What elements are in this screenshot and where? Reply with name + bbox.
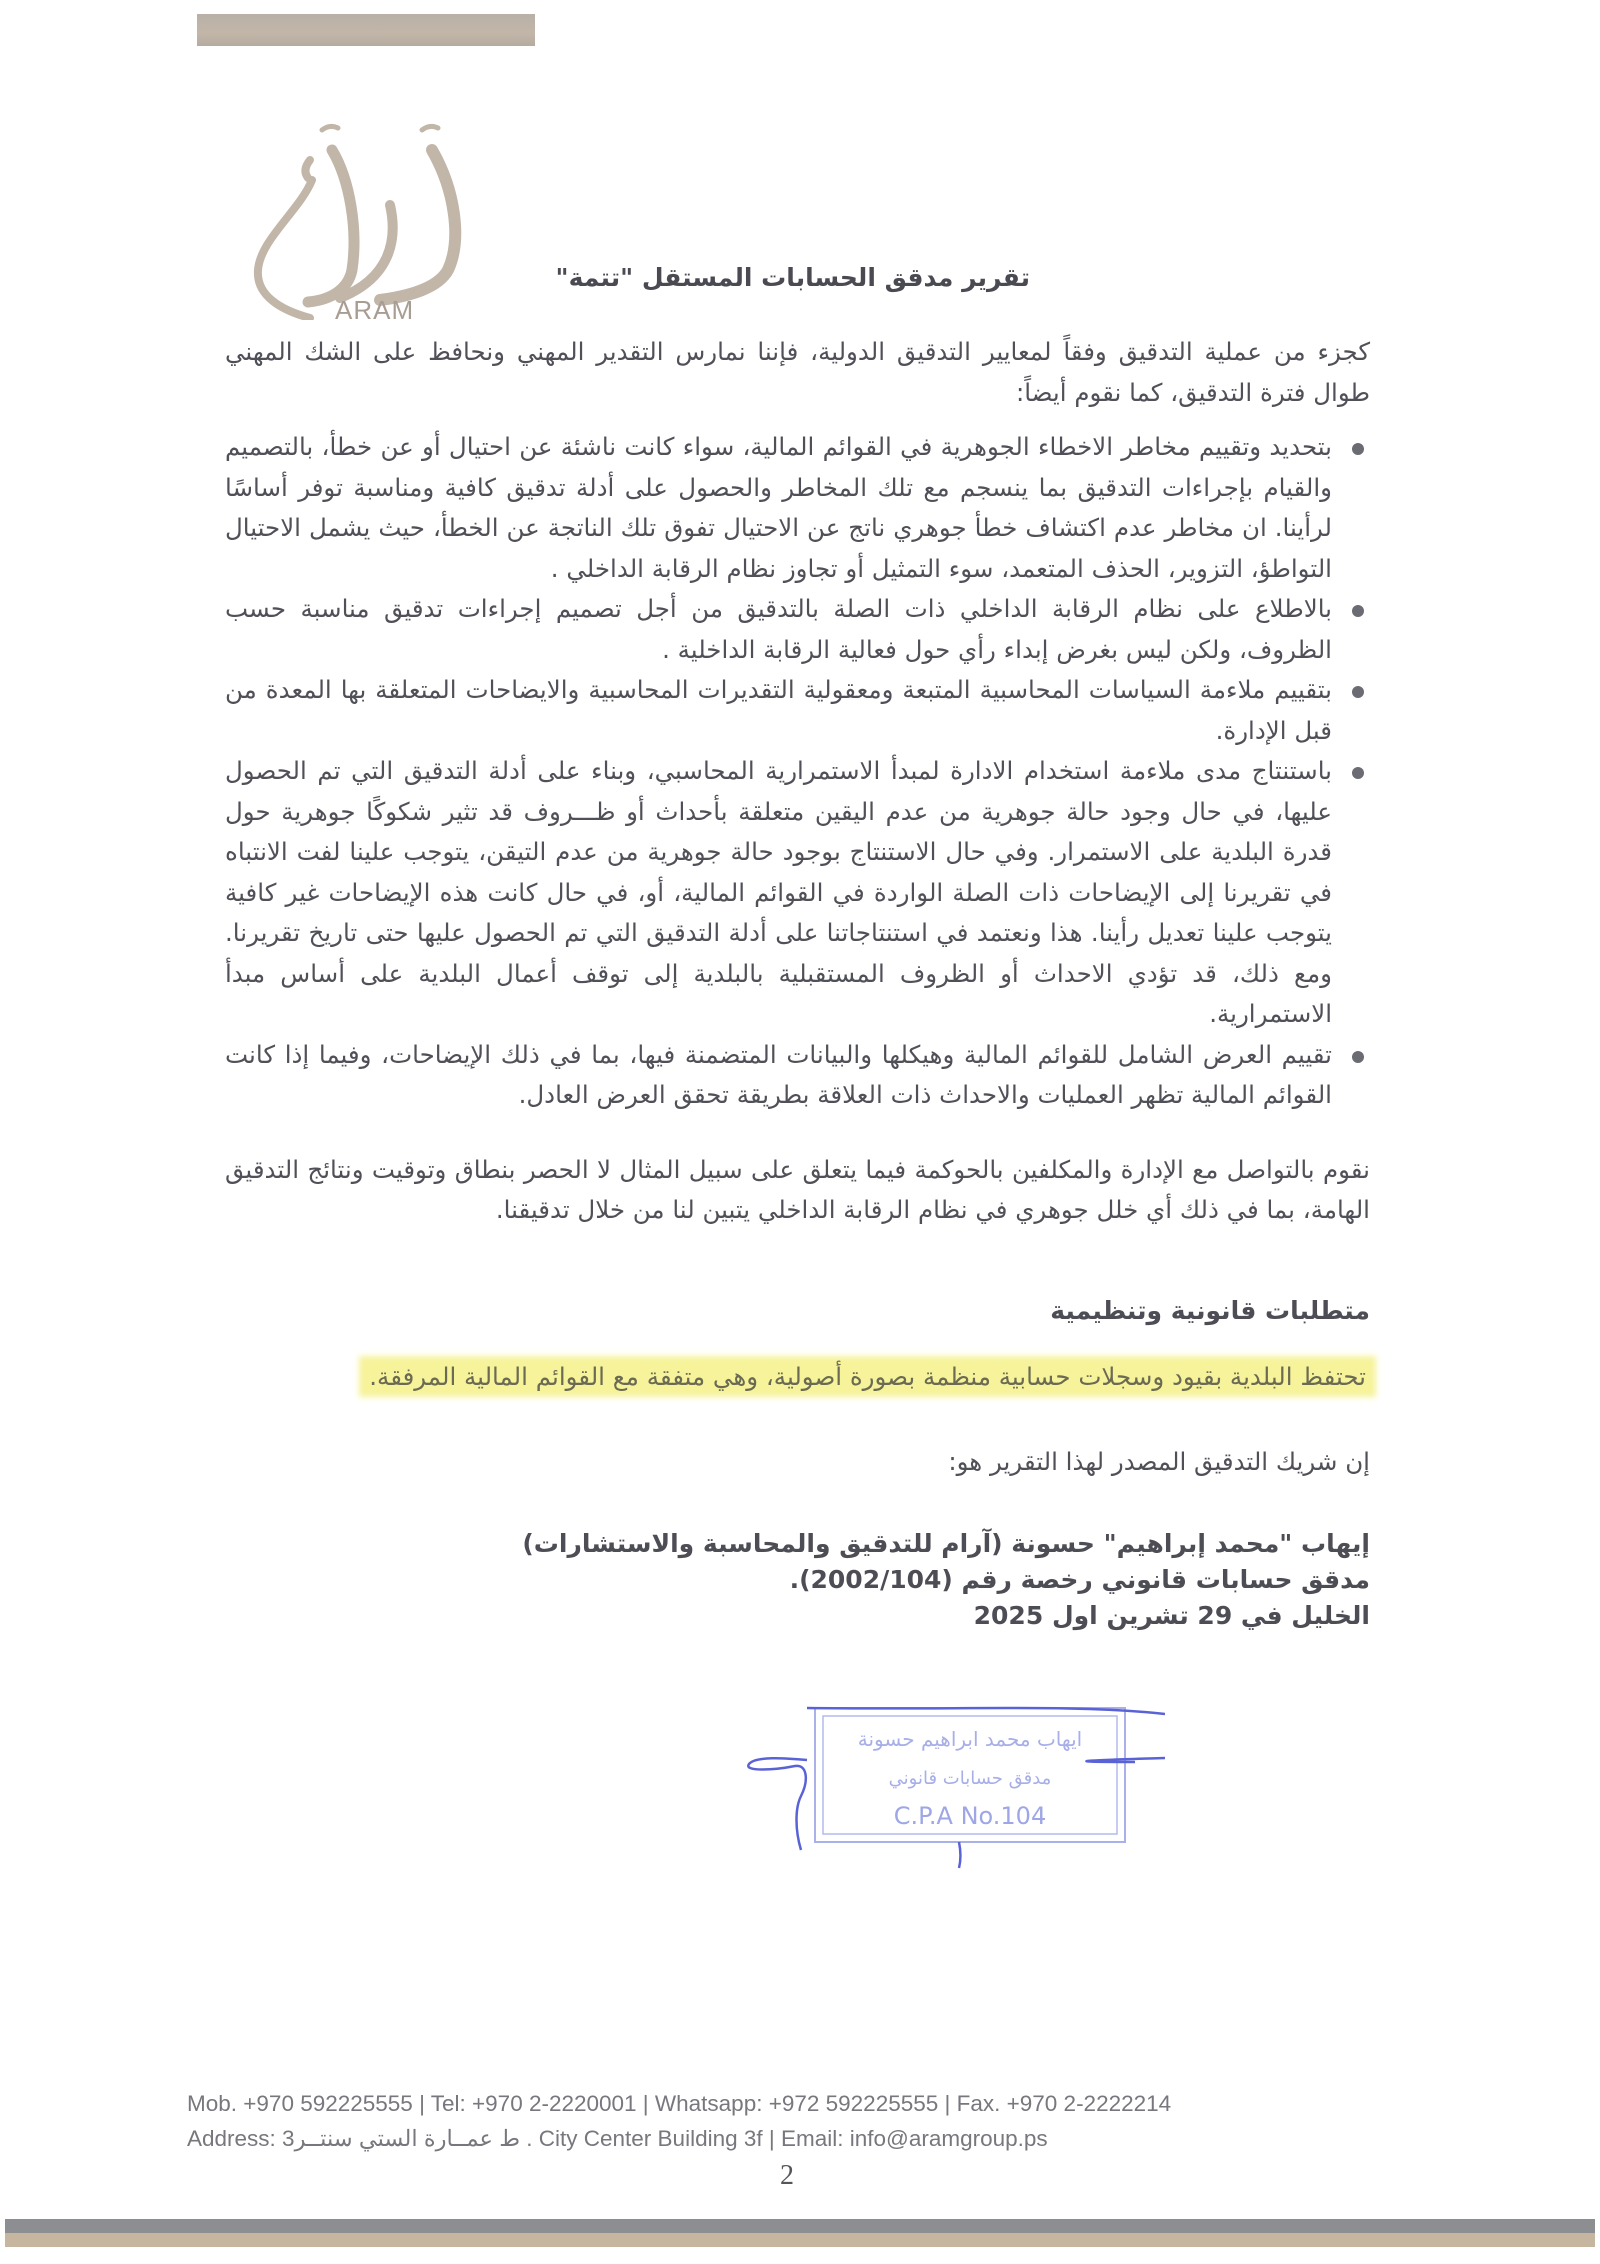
footer-address: Address: 3ط عمــارة الستي سنتــر . City Center Building 3f | Email: info@aramgroup.ps	[187, 2126, 1048, 2151]
list-item-text: بتقييم ملاءمة السياسات المحاسبية المتبعة ومعقولية التقديرات المحاسبية والايضاحات المتعلقة بها المعدة من قبل الإدارة.	[225, 675, 1332, 745]
page-number: 2	[780, 2160, 794, 2191]
partner-intro: إن شريك التدقيق المصدر لهذا التقرير هو:	[948, 1446, 1370, 1476]
header-decorative-bar	[197, 14, 535, 46]
stamp-line-1: ايهاب محمد ابراهيم حسونة	[857, 1727, 1083, 1751]
procedures-list	[225, 427, 1370, 1116]
list-item-text: باستنتاج مدى ملاءمة استخدام الادارة لمبدأ الاستمرارية المحاسبي، وبناء على أدلة التدقيق التي تم الحصول عليها، في حال وجود حالة جوهرية من عدم اليقين متعلقة بأحداث أو ظـــروف قد تثير شكوكًا جوهرية حول قدرة البلدية على الاستمرار. وفي حال الاستنتاج بوجود حالة جوهرية من عدم التيقن، يتوجب علينا لفت الانتباه في تقريرنا إلى الإيضاحات ذات الصلة الواردة في القوائم المالية، أو، في حال كانت هذه الإيضاحات غير كافية يتوجب علينا تعديل رأينا. هذا ونعتمد في استنتاجاتنا على أدلة التدقيق التي تم الحصول عليها حتى تاريخ تقريرنا. ومع ذلك، قد تؤدي الاحداث أو الظروف المستقبلية بالبلدية إلى توقف أعمال البلدية على أساس مبدأ الاستمرارية.	[225, 756, 1332, 1028]
stamp-line-3: C.P.A No.104	[893, 1802, 1047, 1830]
legal-section-heading: متطلبات قانونية وتنظيمية	[1050, 1295, 1370, 1325]
list-item	[225, 751, 1370, 1035]
governance-paragraph: نقوم بالتواصل مع الإدارة والمكلفين بالحوكمة فيما يتعلق على سبيل المثال لا الحصر بنطاق وتوقيت ونتائج التدقيق الهامة، بما في ذلك أي خلل جوهري في نظام الرقابة الداخلي يتبين لنا من خلال تدقيقنا.	[225, 1154, 1370, 1224]
report-body	[225, 332, 1370, 1634]
signer-block	[225, 1526, 1370, 1634]
highlighted-text: تحتفظ البلدية بقيود وسجلات حسابية منظمة بصورة أصولية، وهي متفقة مع القوائم المالية المرفقة.	[365, 1362, 1370, 1391]
bullet-icon	[1352, 605, 1364, 617]
logo-wordmark: ARAM	[335, 295, 415, 325]
list-item	[225, 1035, 1370, 1116]
footer-contact: Mob. +970 592225555 | Tel: +970 2-2220001 | Whatsapp: +972 592225555 | Fax. +970 2-2222214	[187, 2091, 1172, 2116]
stamp-line-2: مدقق حسابات قانوني	[888, 1768, 1052, 1789]
list-item	[225, 427, 1370, 589]
aram-logo	[240, 120, 480, 320]
page-footer	[187, 2086, 1171, 2156]
auditor-stamp-signature	[745, 1700, 1165, 1870]
stamp-signature-icon	[745, 1700, 1165, 1870]
footer-decorative-bar-gray	[5, 2219, 1595, 2233]
footer-decorative-bar-beige	[5, 2233, 1595, 2247]
list-item-text: بالاطلاع على نظام الرقابة الداخلي ذات الصلة بالتدقيق من أجل تصميم إجراءات تدقيق مناسبة حسب الظروف، ولكن ليس بغرض إبداء رأي حول فعالية الرقابة الداخلية .	[225, 594, 1332, 664]
bullet-icon	[1352, 1051, 1364, 1063]
signer-name: إيهاب "محمد إبراهيم" حسونة (آرام للتدقيق والمحاسبة والاستشارات)	[522, 1529, 1370, 1558]
intro-paragraph: كجزء من عملية التدقيق وفقاً لمعايير التدقيق الدولية، فإننا نمارس التقدير المهني ونحافظ على الشك المهني طوال فترة التدقيق، كما نقوم أيضاً:	[225, 337, 1370, 407]
signer-place-date: الخليل في 29 تشرين اول 2025	[973, 1601, 1370, 1630]
list-item-text: تقييم العرض الشامل للقوائم المالية وهيكلها والبيانات المتضمنة فيها، بما في ذلك الإيضاحات، وفيما إذا كانت القوائم المالية تظهر العمليات والاحداث ذات العلاقة بطريقة تحقق العرض العادل.	[225, 1039, 1332, 1109]
list-item	[225, 589, 1370, 670]
aram-logo-mark-icon	[240, 120, 480, 320]
bullet-icon	[1352, 443, 1364, 455]
signer-license: مدقق حسابات قانوني رخصة رقم (2002/104).	[789, 1565, 1370, 1594]
list-item-text: بتحديد وتقييم مخاطر الاخطاء الجوهرية في القوائم المالية، سواء كانت ناشئة عن احتيال أو عن خطأ، بالتصميم والقيام بإجراءات التدقيق بما ينسجم مع تلك المخاطر والحصول على أدلة تدقيق كافية ومناسبة توفر أساسًا لرأينا. ان مخاطر عدم اكتشاف خطأ جوهري ناتج عن الاحتيال تفوق تلك الناتجة عن الخطأ، حيث يشمل الاحتيال التواطؤ، التزوير، الحذف المتعمد، سوء التمثيل أو تجاوز نظام الرقابة الداخلي .	[225, 432, 1332, 583]
page-title: تقرير مدقق الحسابات المستقل "تتمة"	[555, 263, 1030, 292]
list-item	[225, 670, 1370, 751]
bullet-icon	[1352, 686, 1364, 698]
legal-section-statement	[225, 1357, 1370, 1398]
bullet-icon	[1352, 767, 1364, 779]
